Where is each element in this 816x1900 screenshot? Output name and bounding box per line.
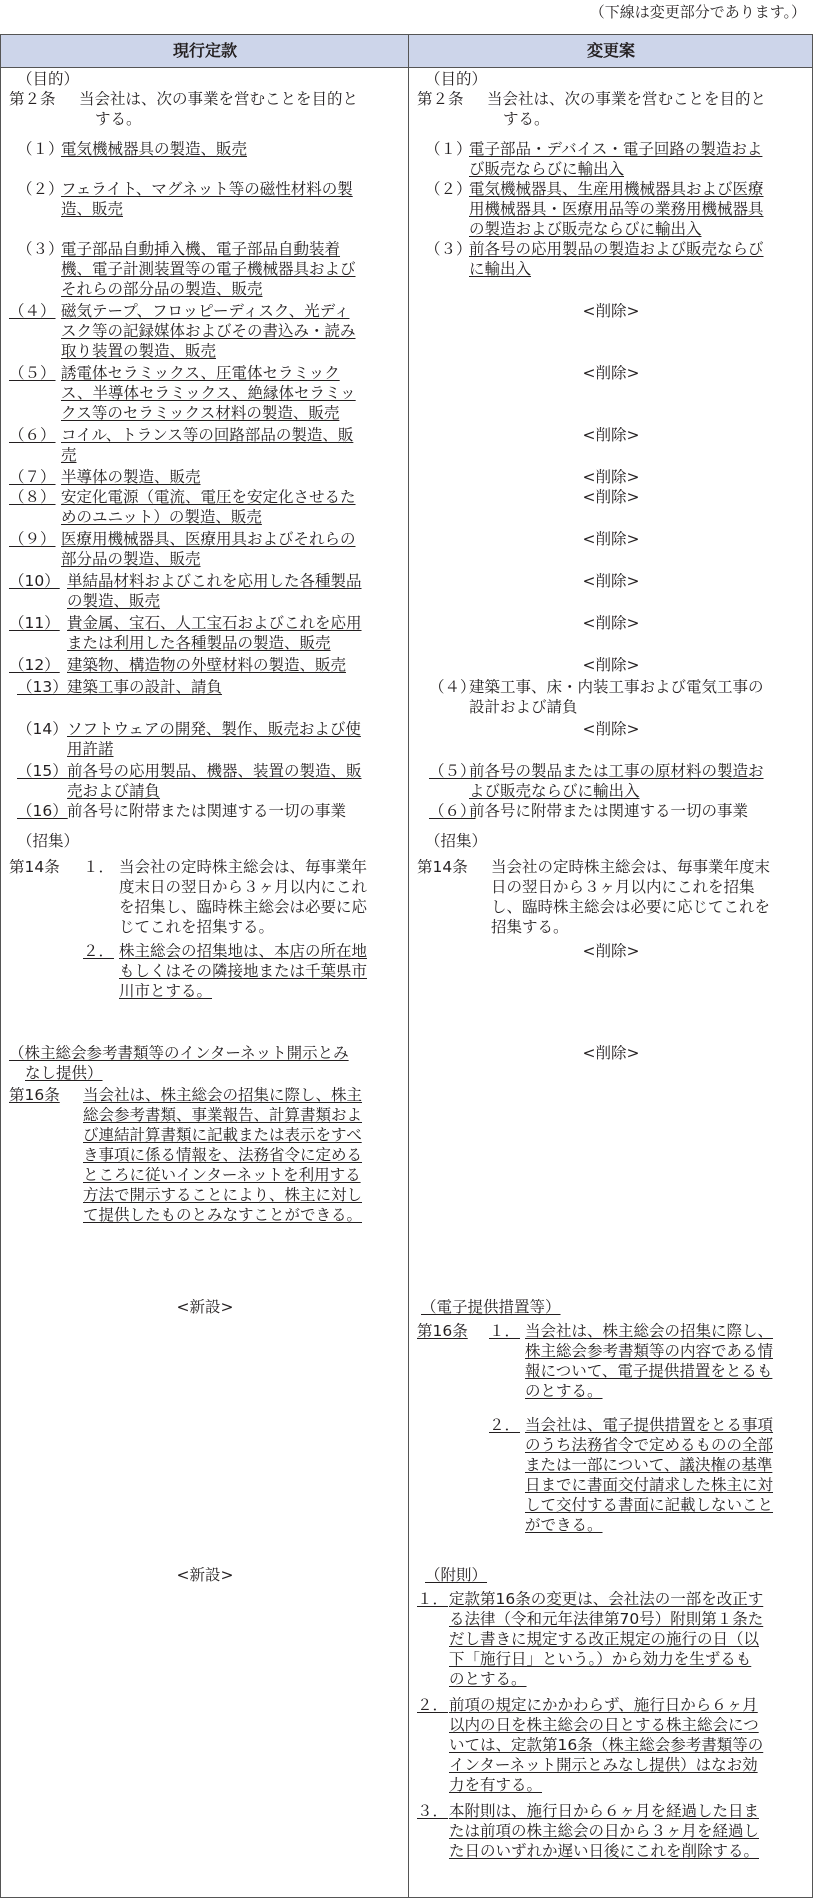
current-art2-number: 第２条 [9, 90, 56, 108]
deleted-label: <削除> [582, 656, 640, 674]
current-art14-p2-number: ２． [83, 942, 115, 960]
current-art14-p1: 当会社の定時株主総会は、毎事業年 度末日の翌日から３ヶ月以内にこれ を招集し、臨時株主総会は必要に応 じてこれを招集する。 [119, 858, 368, 936]
proposed-supp-heading: （附則） [425, 1566, 488, 1584]
deleted-label: <削除> [582, 572, 640, 590]
deleted-label: <削除> [582, 468, 640, 486]
proposed-esm-heading: （電子提供措置等） [421, 1298, 561, 1316]
proposed-item-4: 建築工事、床・内装工事および電気工事の 設計および請負 [469, 678, 764, 716]
proposed-art14-number: 第14条 [417, 858, 468, 876]
current-item-5: 誘電体セラミックス、圧電体セラミック ス、半導体セラミックス、絶縁体セラミッ クス等のセラミックス材料の製造、販売 [61, 364, 356, 422]
current-item-2: フェライト、マグネット等の磁性材料の製 造、販売 [61, 180, 353, 218]
current-item-number: （16） [17, 802, 68, 820]
proposed-item-number: （１） [425, 140, 472, 158]
proposed-item-number: （３） [425, 240, 472, 258]
proposed-art16-number: 第16条 [417, 1322, 468, 1340]
current-item-number: （12） [9, 656, 60, 674]
current-art2-text: 当会社は、次の事業を営むことを目的と する。 [79, 90, 359, 128]
current-item-16: 前各号に附帯または関連する一切の事業 [67, 802, 347, 820]
current-item-10: 単結晶材料およびこれを応用した各種製品 の製造、販売 [67, 572, 362, 610]
deleted-label: <削除> [582, 942, 640, 960]
current-item-3: 電子部品自動挿入機、電子部品自動装着 機、電子計測装置等の電子機械器具および それらの部分品の製造、販売 [61, 240, 356, 298]
current-item-15: 前各号の応用製品、機器、装置の製造、販 売および請負 [67, 762, 362, 800]
proposed-item-3: 前各号の応用製品の製造および販売ならび に輸出入 [469, 240, 764, 278]
current-item-number: （３） [17, 240, 64, 258]
deleted-label: <削除> [582, 1044, 640, 1062]
current-item-7: 半導体の製造、販売 [61, 468, 201, 486]
current-item-number: （13） [17, 678, 68, 696]
deleted-label: <削除> [582, 720, 640, 738]
current-item-number: （８） [9, 488, 56, 506]
current-item-number: （10） [9, 572, 60, 590]
proposed-art2-number: 第２条 [417, 90, 464, 108]
deleted-label: <削除> [582, 302, 640, 320]
deleted-label: <削除> [582, 364, 640, 382]
proposed-convocation-heading: （招集） [425, 832, 488, 850]
proposed-item-5: 前各号の製品または工事の原材料の製造お よび販売ならびに輸出入 [469, 762, 764, 800]
current-art16-text: 当会社は、株主総会の招集に際し、株主 総会参考書類、事業報告、計算書類およ び連結計算書類に記載または表示をすべ き事項に係る情報を、法務省令に定める ところに従いインターネットを利用する 方法で開示することにより、株主に対し て提供したものとみなすことができる。 [83, 1086, 363, 1224]
proposed-art16-p1-number: １． [489, 1322, 521, 1340]
proposed-item-number: （４） [429, 678, 476, 696]
current-item-number: （５） [9, 364, 56, 382]
current-item-9: 医療用機械器具、医療用具およびそれらの 部分品の製造、販売 [61, 530, 356, 568]
new-label: <新設> [176, 1298, 234, 1316]
current-item-number: （11） [9, 614, 60, 632]
current-item-number: （９） [9, 530, 56, 548]
table-header [1, 35, 812, 68]
deleted-label: <削除> [582, 426, 640, 444]
current-art14-p2: 株主総会の招集地は、本店の所在地 もしくはその隣接地または千葉県市 川市とする。 [119, 942, 368, 1000]
current-purpose-heading: （目的） [17, 70, 80, 88]
proposed-art14-text: 当会社の定時株主総会は、毎事業年度末 日の翌日から３ヶ月以内にこれを招集 し、臨時株主総会は必要に応じてこれを 招集する。 [491, 858, 771, 936]
proposed-supp-2-number: ２． [417, 1696, 449, 1714]
deleted-label: <削除> [582, 530, 640, 548]
articles-comparison-table [0, 34, 813, 1898]
proposed-supp-3-number: ３． [417, 1802, 449, 1820]
current-item-12: 建築物、構造物の外壁材料の製造、販売 [67, 656, 347, 674]
proposed-art16-p2: 当会社は、電子提供措置をとる事項 のうち法務省令で定めるものの全部 または一部について、議決権の基準 日までに書面交付請求した株主に対 して交付する書面に記載しないこと ができる。 [525, 1416, 774, 1534]
proposed-item-6: 前各号に附帯または関連する一切の事業 [469, 802, 749, 820]
current-item-number: （14） [17, 720, 68, 738]
deleted-label: <削除> [582, 614, 640, 632]
proposed-art2-text: 当会社は、次の事業を営むことを目的と する。 [487, 90, 767, 128]
current-item-number: （２） [17, 180, 64, 198]
current-convocation-heading: （招集） [17, 832, 80, 850]
current-item-11: 貴金属、宝石、人工宝石およびこれを応用 または利用した各種製品の製造、販売 [67, 614, 362, 652]
current-art14-number: 第14条 [9, 858, 60, 876]
current-item-4: 磁気テープ、フロッピーディスク、光ディ スク等の記録媒体およびその書込み・読み 取り装置の製造、販売 [61, 302, 356, 360]
proposed-supp-1: 定款第16条の変更は、会社法の一部を改正す る法律（令和元年法律第70号）附則第１条た だし書きに規定する改正規定の施行の日（以 下「施行日」という。）から効力を生ずるも のとする。 [449, 1590, 764, 1688]
proposed-item-number: （２） [425, 180, 472, 198]
deleted-label: <削除> [582, 488, 640, 506]
current-item-6: コイル、トランス等の回路部品の製造、販 売 [61, 426, 354, 464]
proposed-item-number: （５） [429, 762, 476, 780]
proposed-supp-3: 本附則は、施行日から６ヶ月を経過した日ま たは前項の株主総会の日から３ヶ月を経過し た日のいずれか遅い日後にこれを削除する。 [449, 1802, 760, 1860]
proposed-art16-p1: 当会社は、株主総会の招集に際し、 株主総会参考書類等の内容である情 報について、電子提供措置をとるも のとする。 [525, 1322, 774, 1400]
current-item-number: （６） [9, 426, 56, 444]
current-item-number: （７） [9, 468, 56, 486]
proposed-supp-1-number: １． [417, 1590, 449, 1608]
new-label: <新設> [176, 1566, 234, 1584]
change-note: （下線は変更部分であります。） [589, 3, 806, 21]
header-proposed: 変更案 [586, 41, 635, 60]
current-item-number: （４） [9, 302, 56, 320]
proposed-item-2: 電気機械器具、生産用機械器具および医療 用機械器具・医療用品等の業務用機械器具 の製造および販売ならびに輸出入 [469, 180, 764, 238]
current-item-1: 電気機械器具の製造、販売 [61, 140, 248, 158]
proposed-art16-p2-number: ２． [489, 1416, 521, 1434]
current-item-8: 安定化電源（電流、電圧を安定化させるた めのユニット）の製造、販売 [61, 488, 356, 526]
current-art14-p1-number: １． [83, 858, 115, 876]
current-item-number: （15） [17, 762, 68, 780]
current-item-number: （１） [17, 140, 64, 158]
proposed-purpose-heading: （目的） [425, 70, 488, 88]
current-item-13: 建築工事の設計、請負 [67, 678, 223, 696]
proposed-item-1: 電子部品・デバイス・電子回路の製造およ び販売ならびに輸出入 [469, 140, 763, 178]
proposed-supp-2: 前項の規定にかかわらず、施行日から６ヶ月 以内の日を株主総会の日とする株主総会につ いては、定款第16条（株主総会参考書類等の インターネット開示とみなし提供）はなお効 力を有する。 [449, 1696, 764, 1794]
current-art16-number: 第16条 [9, 1086, 60, 1104]
current-item-14: ソフトウェアの開発、製作、販売および使 用許諾 [67, 720, 361, 758]
current-internet-heading: （株主総会参考書類等のインターネット開示とみ なし提供） [9, 1044, 349, 1082]
proposed-item-number: （６） [429, 802, 476, 820]
header-current: 現行定款 [172, 41, 237, 60]
